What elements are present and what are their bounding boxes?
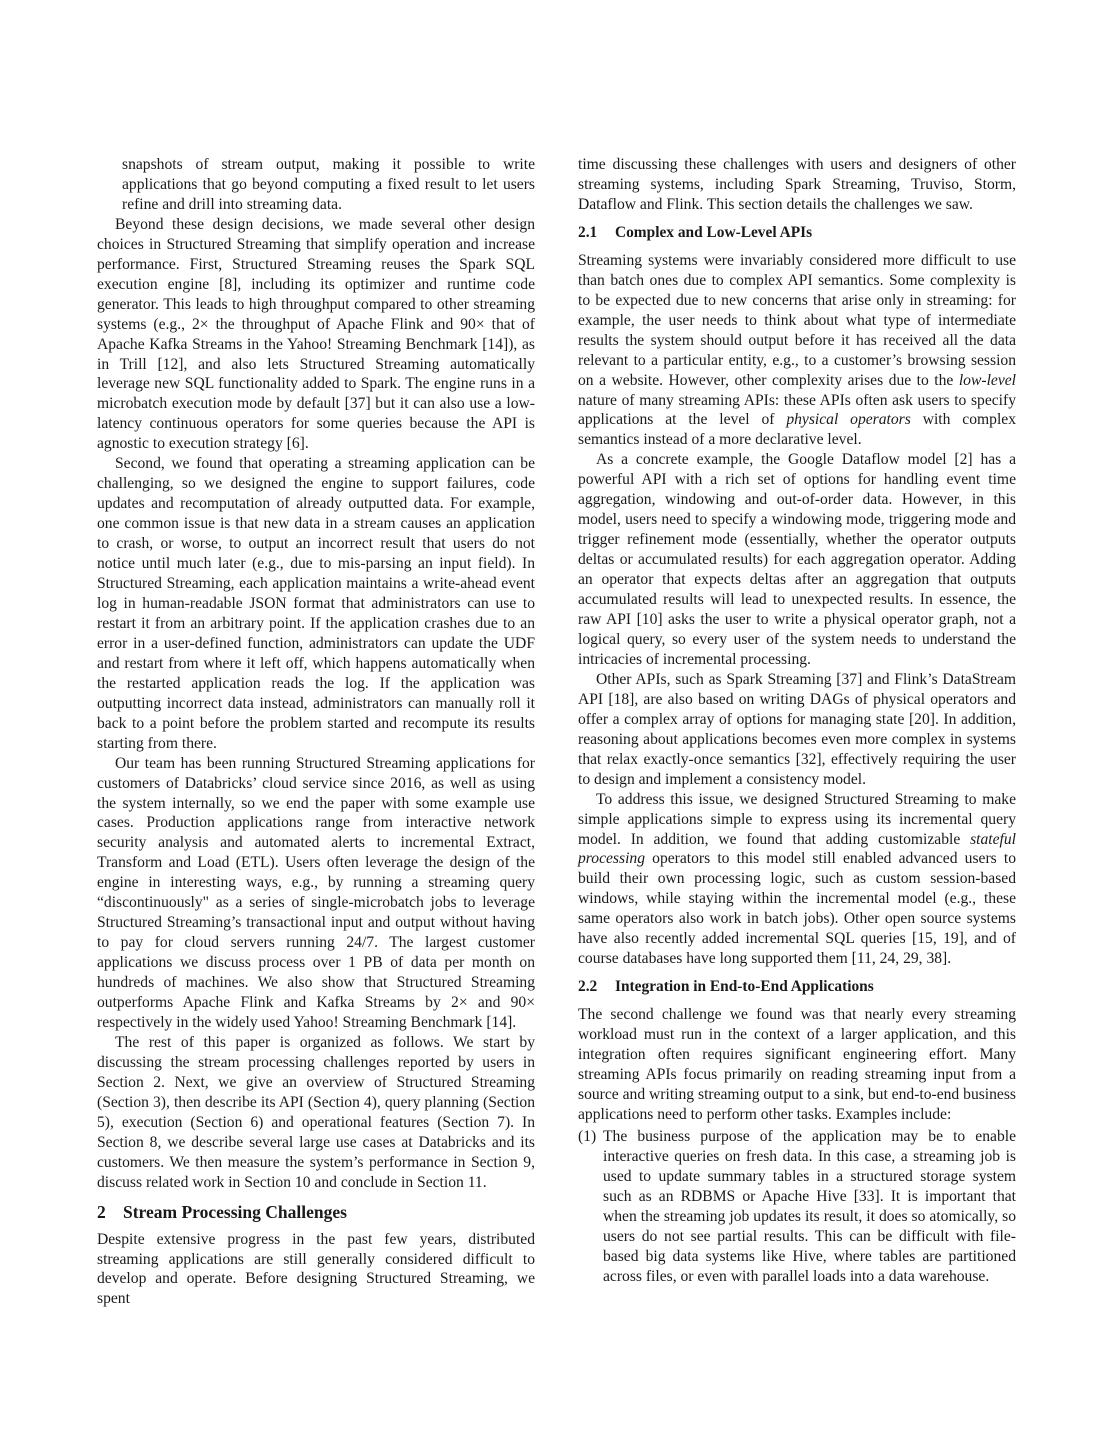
list-item-continuation: snapshots of stream output, making it possible to write applications that go beyond computing a fixed result to let users refine and drill into streaming data.: [122, 156, 535, 213]
section-heading-2: [97, 1201, 535, 1223]
paragraph-dataflow-example: As a concrete example, the Google Dataflow model [2] has a powerful API with a rich set of options for handling event time aggregation, windowing and out-of-order data. However, in this model, users need to specify a windowing mode, triggering mode and trigger refinement mode (essentially, whether the operator outputs deltas or accumulated results) for each aggregation operator. Adding an operator that expects deltas after an aggregation that outputs accumulated results will lead to unexpected results. In essence, the raw API [10] asks the user to write a physical operator graph, not a logical query, so every user of the system needs to understand the intricacies of incremental processing.: [578, 451, 1016, 668]
emphasis-physical-operators: physical operators: [786, 411, 911, 429]
right-column: [578, 155, 1016, 1287]
list-marker: (1): [578, 1127, 597, 1145]
list-item-text: The business purpose of the application may be to enable interactive queries on fresh data. In this case, a streaming job is used to update summary tables in a structured storage system such as an RDBMS or Apache Hive [33]. It is important that when the streaming job updates its result, it does so atomically, so users do not see partial results. This can be difficult with file-based big data systems like Hive, where tables are partitioned across files, or even with parallel loads into a data warehouse.: [603, 1127, 1016, 1285]
paragraph-use-cases: Our team has been running Structured Streaming applications for customers of Databricks’ cloud service since 2016, as well as using the system internally, so we end the paper with some example use cases. Production applications range from interactive network security analysis and automated alerts to incremental Extract, Transform and Load (ETL). Users often leverage the design of the engine in interesting ways, e.g., by running a streaming query “discontinuously" as a series of single-microbatch jobs to leverage Structured Streaming’s transactional input and output without having to pay for cloud servers running 24/7. The largest customer applications we discuss process over 1 PB of data per month on hundreds of machines. We also show that Structured Streaming outperforms Apache Flink and Kafka Streams by 2× and 90× respectively in the widely used Yahoo! Streaming Benchmark [14].: [97, 754, 535, 1031]
paragraph-operations: Second, we found that operating a streaming application can be challenging, so we designed the engine to support failures, code updates and recomputation of already outputted data. For example, one common issue is that new data in a stream causes an application to crash, or worse, to output an incorrect result that users do not notice until much later (e.g., due to mis-parsing an input field). In Structured Streaming, each application maintains a write-ahead event log in human-readable JSON format that administrators can use to restart it from an arbitrary point. If the application crashes due to an error in a user-defined function, administrators can update the UDF and restart from where it left off, which happens automatically when the restarted application reads the log. If the application was outputting incorrect data instead, administrators can manually roll it back to a point before the problem started and recompute its results starting from there.: [97, 455, 535, 752]
paragraph-design-choices: Beyond these design decisions, we made several other design choices in Structured Streaming that simplify operation and increase performance. First, Structured Streaming reuses the Spark SQL execution engine [8], including its optimizer and runtime code generator. This leads to high throughput compared to other streaming systems (e.g., 2× the throughput of Apache Flink and 90× that of Apache Kafka Streams in the Yahoo! Streaming Benchmark [14]), as in Trill [12], and also lets Structured Streaming automatically leverage new SQL functionality added to Spark. The engine runs in a microbatch execution mode by default [37] but it can also use a low-latency continuous operators for some queries because the API is agnostic to execution strategy [6].: [97, 215, 535, 453]
paragraph-addressing-issue: [578, 790, 1016, 970]
text-run: operators to this model still enabled advanced users to build their own processing logic, such as custom session-based windows, while staying within the incremental model (e.g., these same operators also work in batch jobs). Other open source systems have also recently added incremental SQL queries [15, 19], and of course databases have long supported them [11, 24, 29, 38].: [578, 850, 1016, 968]
section-number: 2: [97, 1201, 106, 1222]
subsection-heading-2-2: [578, 977, 1016, 997]
list-item: [578, 1127, 1016, 1287]
subsection-title: Complex and Low-Level APIs: [615, 223, 813, 241]
emphasis-low-level: low-level: [958, 371, 1016, 389]
section-2-intro-continued: time discussing these challenges with users and designers of other streaming systems, including Spark Streaming, Truviso, Storm, Dataflow and Flink. This section details the challenges we saw.: [578, 156, 1016, 213]
paragraph-api-complexity: [578, 251, 1016, 451]
text-run: with complex semantics instead of a more declarative level.: [578, 411, 1016, 449]
left-column: [97, 155, 535, 1309]
subsection-number: 2.1: [578, 223, 598, 241]
paragraph-integration: The second challenge we found was that nearly every streaming workload must run in the context of a larger application, and this integration often requires significant engineering effort. Many streaming APIs focus primarily on reading streaming input from a source and writing streaming output to a sink, but end-to-end business applications need to perform other tasks. Examples include:: [578, 1006, 1016, 1123]
text-run: nature of many streaming APIs: these APIs often ask users to specify applications at the level of: [578, 391, 1016, 429]
emphasis-stateful-processing: stateful processing: [578, 830, 1016, 868]
section-2-intro: Despite extensive progress in the past few years, distributed streaming applications are still generally considered difficult to develop and operate. Before designing Structured Streaming, we spent: [97, 1230, 535, 1308]
text-run: Streaming systems were invariably considered more difficult to use than batch ones due to complex API semantics. Some complexity is to be expected due to new concerns that arise only in streaming: for example, the user needs to think about what type of intermediate results the system should output before it has received all the data relevant to a particular entity, e.g., to a customer’s browsing session on a website. However, other complexity arises due to the: [578, 251, 1016, 389]
section-title: Stream Processing Challenges: [123, 1201, 347, 1222]
text-run: To address this issue, we designed Structured Streaming to make simple applications simple to express using its incremental query model. In addition, we found that adding customizable: [578, 790, 1016, 848]
paragraph-organization: The rest of this paper is organized as follows. We start by discussing the stream processing challenges reported by users in Section 2. Next, we give an overview of Structured Streaming (Section 3), then describe its API (Section 4), query planning (Section 5), execution (Section 6) and operational features (Section 7). In Section 8, we describe several large use cases at Databricks and its customers. We then measure the system’s performance in Section 9, discuss related work in Section 10 and conclude in Section 11.: [97, 1033, 535, 1191]
subsection-title: Integration in End-to-End Applications: [615, 978, 874, 996]
paragraph-other-apis: Other APIs, such as Spark Streaming [37] and Flink’s DataStream API [18], are also based on writing DAGs of physical operators and offer a complex array of options for managing state [20]. In addition, reasoning about applications becomes even more complex in systems that relax exactly-once semantics [32], effectively requiring the user to design and implement a consistency model.: [578, 670, 1016, 788]
subsection-number: 2.2: [578, 978, 598, 996]
subsection-heading-2-1: [578, 223, 1016, 243]
